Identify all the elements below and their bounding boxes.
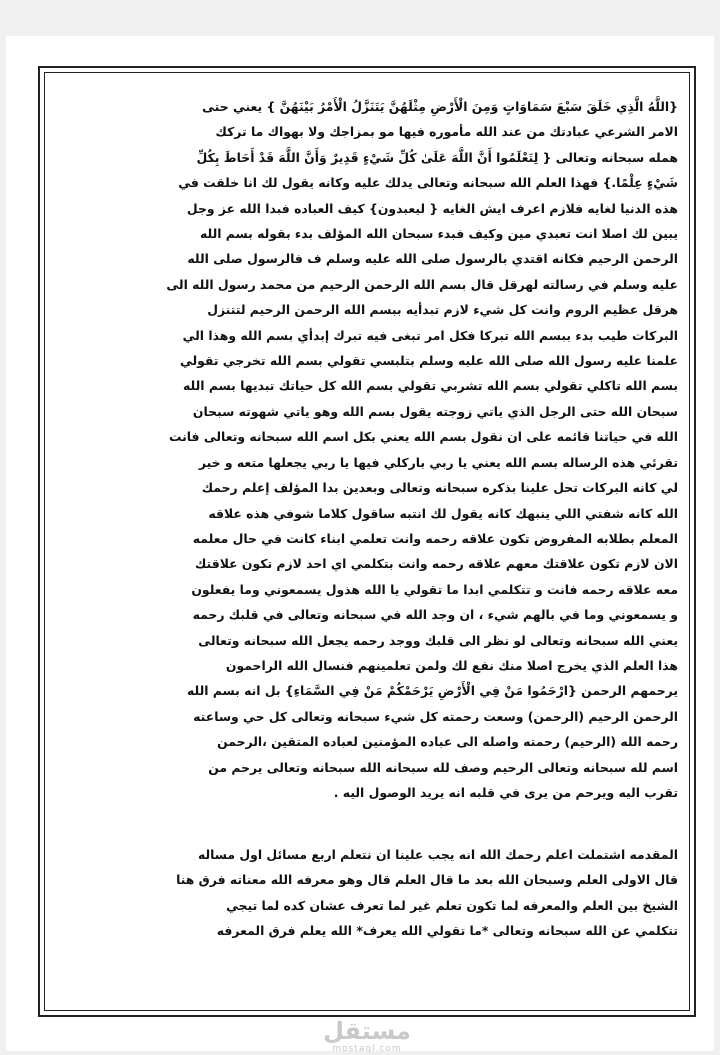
- text-line: هذا العلم الذي يخرج اصلا منك نفع لك ولمن تعلمينهم فنسال الله الراحمون: [225, 657, 678, 673]
- text-line: الامر الشرعي عبادتك من عند الله مأموره فيها مو بمزاجك ولا بهواك ما تركك: [215, 124, 678, 140]
- watermark-url: mostaql.com: [332, 1044, 402, 1054]
- text-line: هذه الدنيا لغايه فلازم اعرف ايش الغايه { ليعبدون} كيف العباده فبدا الله عز وجل: [186, 200, 678, 216]
- text-line: الرحمن الرحيم (الرحمن) وسعت رحمته كل شيء سبحانه وتعالى كل حي وساعته: [193, 708, 678, 724]
- text-line: المقدمه اشتملت اعلم رحمك الله انه يجب علينا ان نتعلم اربع مسائل اول مساله: [197, 847, 678, 862]
- text-line: الرحمن الرحيم فكانه اقتدي بالرسول صلى الله عليه وسلم ف فالرسول صلى الله: [187, 251, 678, 267]
- text-line: يرحمهم الرحمن {ارْحَمُوا مَنْ فِي الْأَرْضِ يَرْحَمْكُمْ مَنْ فِي السَّمَاءِ} بل انه بسم الله: [187, 683, 678, 699]
- text-line: المعلم بطلابه المفروض تكون علاقه رحمه وانت تعلمي ابناء كانت في حال معلمه: [192, 530, 678, 546]
- text-line: علمنا عليه رسول الله صلى الله عليه وسلم بتلبسي تقولي بسم الله تخرجي تقولي: [179, 353, 678, 369]
- text-line: تقرئي هذه الرساله بسم الله يعني يا ربي باركلي فيها يا ربي يجعلها متعه و خير: [198, 454, 678, 470]
- text-line: همله سبحانه وتعالى { لِتَعْلَمُوا أَنَّ اللَّهَ عَلَىٰ كُلِّ شَيْءٍ قَدِيرٌ وَأَنَّ اللَّهَ قَدْ أَحَاطَ بِكُلِّ: [196, 149, 678, 165]
- text-line: الشيخ بين العلم والمعرفه لما تكون تعلم غير لما تعرف عشان كده لما تيجي: [226, 897, 678, 913]
- mostaql-watermark: [322, 1018, 412, 1055]
- document-page: [6, 36, 714, 1054]
- body-paragraph-1: [42, 94, 678, 805]
- text-line: و يسمعوني وما في بالهم شيء ، ان وجد الله في سبحانه وتعالى في قلبك رحمه: [192, 607, 678, 623]
- text-line: الان لازم تكون علاقتك معهم علاقه رحمه وانت بتكلمي اي احد لازم تكون علاقتك: [195, 556, 678, 572]
- text-line: رحمه الله (الرحيم) رحمته واصله الى عباده المؤمنين لعباده المتقين ،الرحمن: [217, 734, 678, 750]
- text-line: تتكلمي عن الله سبحانه وتعالى *ما تقولي الله يعرف* الله يعلم فرق المعرفه: [216, 923, 678, 939]
- watermark-logo: مستقل: [323, 1017, 411, 1045]
- text-line: يبين لك اصلا انت تعبدي مين وكيف فبدء سبحان الله المؤلف بدء بقوله بسم الله: [200, 226, 678, 242]
- text-line: اسم لله سبحانه وتعالى الرحيم وصف لله سبحانه الله سبحانه وتعالى يرحم من: [208, 759, 678, 775]
- text-line: يعني الله سبحانه وتعالى لو نظر الى قلبك ووجد رحمه يجعل الله سبحانه وتعالى: [198, 632, 678, 648]
- text-line: البركات طيب بدء ببسم الله تبركا فكل امر تبغى فيه تبرك إبدأي بسم الله وهذا الي: [182, 327, 678, 343]
- text-line: لي كانه البركات تحل علينا بذكره سبحانه وتعالى وبعدين بدا المؤلف إعلم رحمك: [201, 480, 678, 496]
- text-line: هرقل عظيم الروم وانت كل شيء لازم تبدأيه ببسم الله الرحمن الرحيم لتتنزل: [207, 302, 678, 318]
- text-line: بسم الله تاكلي تقولي بسم الله تشربي تقولي بسم الله كل حياتك تبديها بسم الله: [183, 378, 678, 394]
- body-paragraph-2: [42, 842, 678, 944]
- text-line: قال الاولى العلم وسبحان الله بعد ما قال العلم قال وهو معرفه الله معناته فرق هنا: [176, 872, 678, 888]
- text-line: عليه وسلم في رسالته لهرقل قال بسم الله الرحمن الرحيم من محمد رسول الله الى: [166, 276, 678, 292]
- text-line: معه علاقه رحمه فانت و تتكلمي ابدا ما تقولي يا الله هذول يسمعوني وما يفعلون: [191, 581, 678, 597]
- text-line: الله في حياتنا قائمه على ان نقول بسم الله يعني بكل اسم الله سبحانه وتعالى فانت: [169, 429, 678, 445]
- text-line: سبحان الله حتى الرجل الذي ياتي زوجته يقول بسم الله وهو ياتي شهوته سبحان: [192, 403, 678, 419]
- text-line: شَيْءٍ عِلْمًا.} فهذا العلم الله سبحانه وتعالى يدلك عليه وكانه يقول لك انا خلقت في: [178, 175, 678, 191]
- text-line: {اللَّهُ الَّذِي خَلَقَ سَبْعَ سَمَاوَاتٍ وَمِنَ الْأَرْضِ مِثْلَهُنَّ يَتَنَزَّلُ الْأَمْرُ بَيْنَهُنَّ } يعني حتى: [202, 99, 678, 114]
- text-line: الله كانه شفتي اللي ينبهك كانه يقول لك انتبه ساقول كلاما شوفي هذه علاقه: [208, 505, 678, 521]
- text-line: تقرب اليه ويرحم من يرى في قلبه انه يريد الوصول اليه .: [333, 784, 678, 800]
